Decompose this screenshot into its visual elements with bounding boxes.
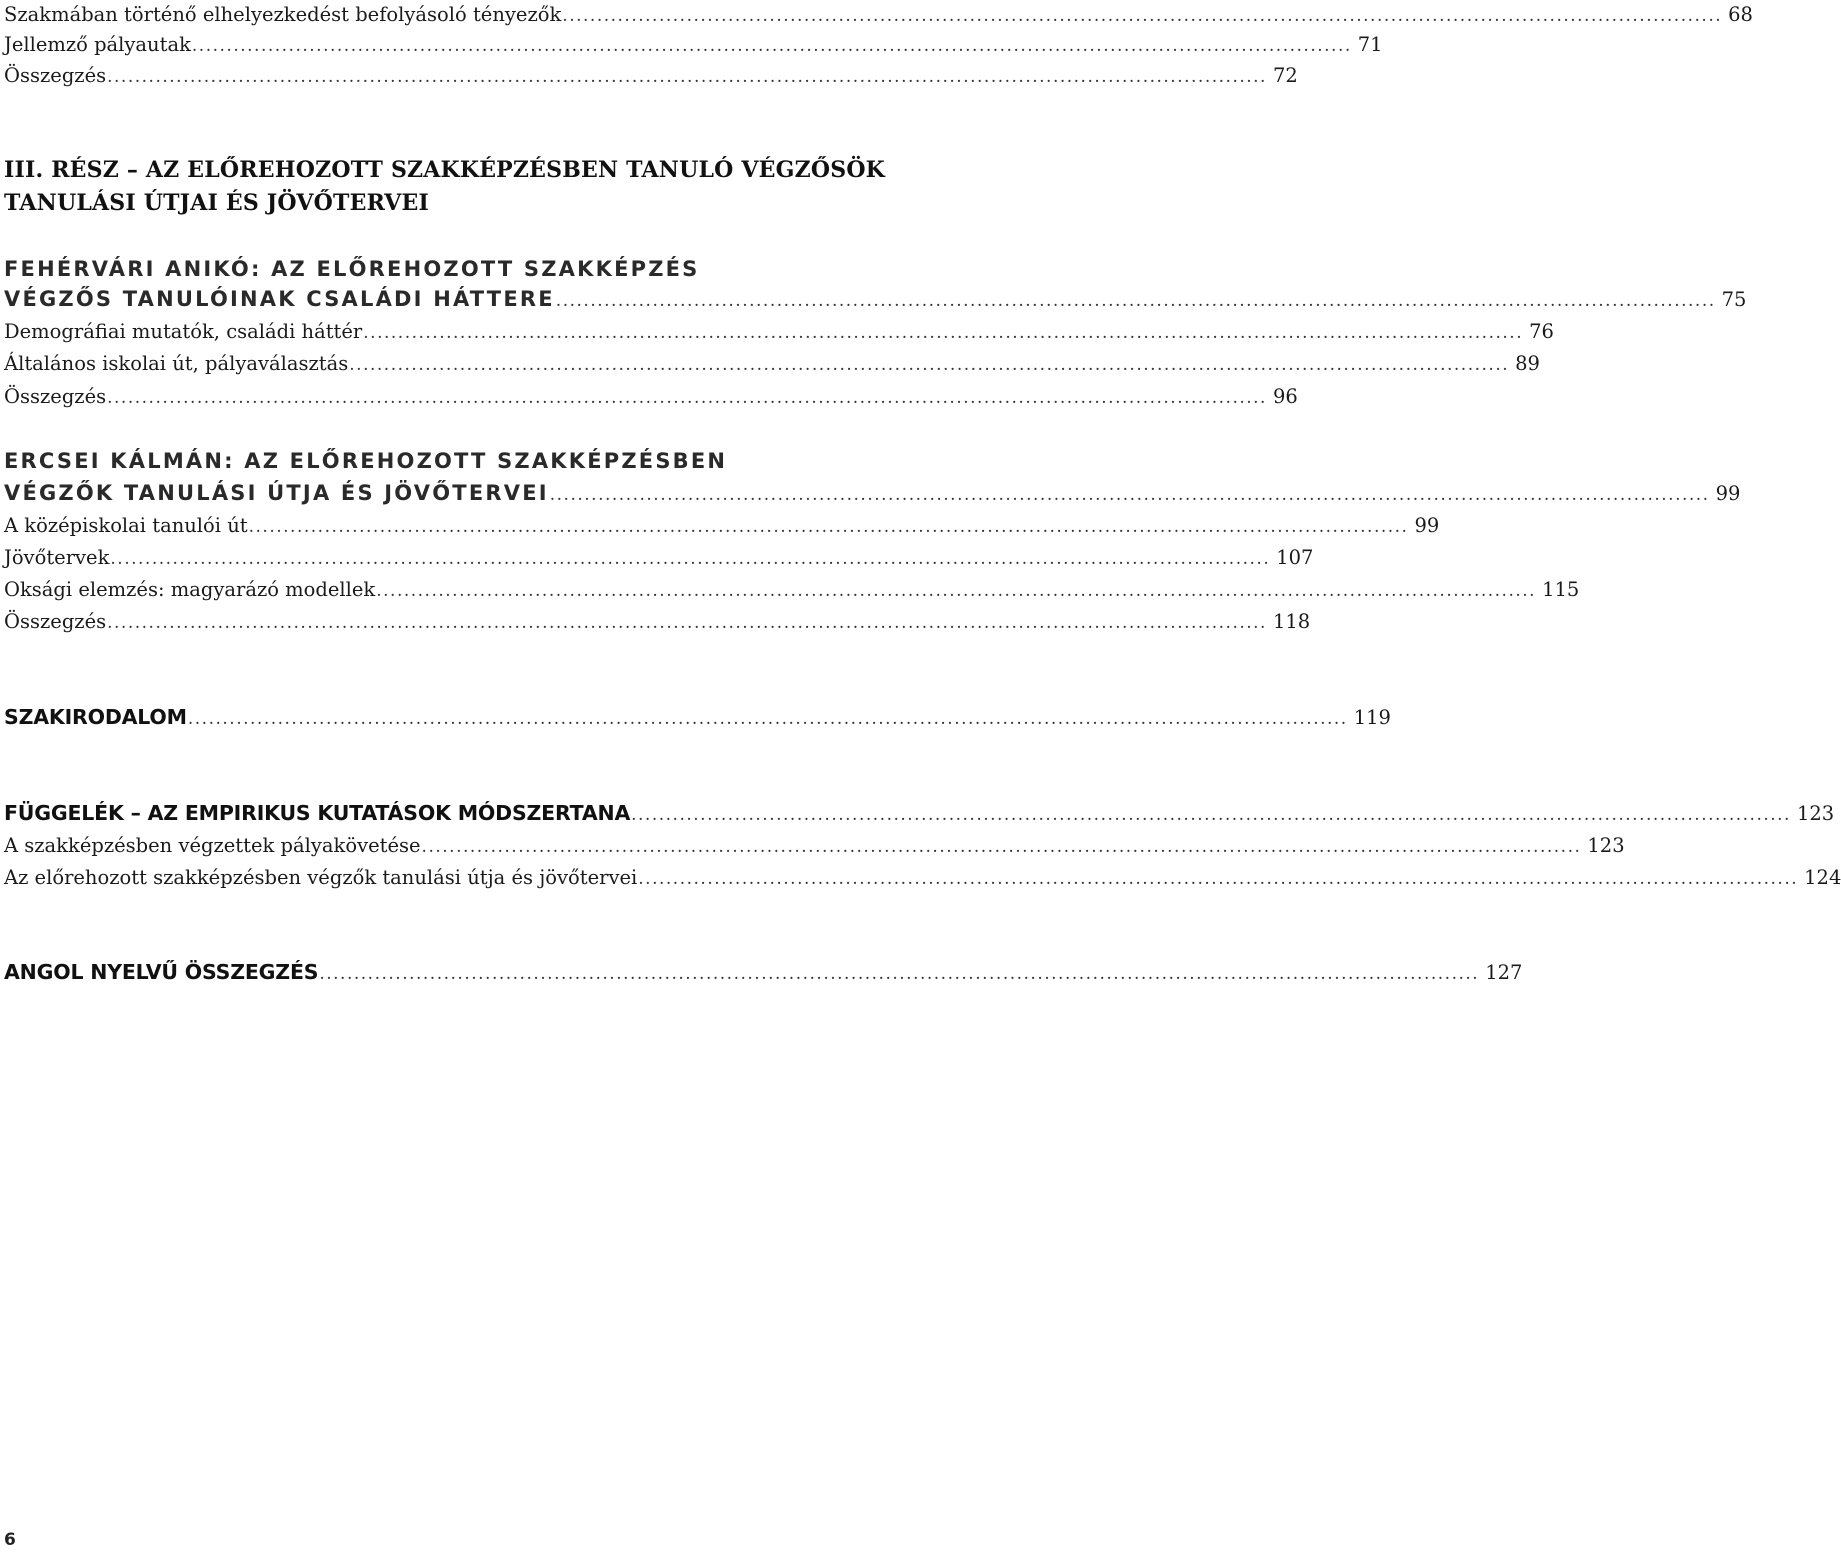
toc-entry-page: 107 (1276, 546, 1314, 569)
english-summary-title: ANGOL NYELVŰ ÖSSZEGZÉS (4, 960, 319, 984)
bibliography-title: SZAKIRODALOM (4, 705, 187, 729)
dot-leader: ........................................................................................................................................................................ (319, 964, 1480, 984)
toc-appendix[interactable] (4, 798, 1835, 830)
chapter-page: 75 (1721, 288, 1747, 311)
dot-leader: ........................................................................................................................................................................ (187, 709, 1348, 729)
toc-english-summary[interactable] (4, 957, 1523, 989)
part-heading-line1: III. RÉSZ – AZ ELŐREHOZOTT SZAKKÉPZÉSBEN TANULÓ VÉGZŐSÖK (4, 157, 886, 183)
toc-entry-title: Összegzés (4, 64, 107, 87)
toc-entry[interactable] (4, 510, 1440, 542)
dot-leader: ........................................................................................................................................................................ (191, 36, 1352, 56)
dot-leader: ........................................................................................................................................................................ (631, 805, 1791, 825)
toc-entry-title: Jövőtervek (4, 546, 110, 569)
dot-leader: ........................................................................................................................................................................ (549, 485, 1710, 505)
dot-leader: ........................................................................................................................................................................ (638, 869, 1799, 889)
page-number: 6 (4, 1530, 16, 1550)
english-summary-page: 127 (1485, 961, 1523, 984)
toc-entry[interactable] (4, 381, 1298, 413)
toc-entry[interactable] (4, 316, 1554, 348)
toc-entry-page: 89 (1515, 352, 1540, 375)
chapter-heading-line1: FEHÉRVÁRI ANIKÓ: AZ ELŐREHOZOTT SZAKKÉPZÉS (4, 257, 700, 281)
toc-entry[interactable] (4, 0, 1753, 31)
toc-entry-title: A középiskolai tanulói út (4, 514, 248, 537)
toc-entry-title: Az előrehozott szakképzésben végzők tanulási útja és jövőtervei (4, 866, 638, 889)
toc-entry-page: 68 (1728, 3, 1753, 26)
toc-entry[interactable] (4, 862, 1841, 894)
toc-entry-title: Szakmában történő elhelyezkedést befolyásoló tényezők (4, 3, 562, 26)
toc-entry[interactable] (4, 606, 1311, 638)
toc-entry-page: 72 (1272, 64, 1298, 87)
part-heading-line2: TANULÁSI ÚTJAI ÉS JÖVŐTERVEI (4, 190, 429, 216)
dot-leader: ........................................................................................................................................................................ (248, 517, 1409, 537)
toc-entry-page: 124 (1804, 866, 1841, 889)
dot-leader: ........................................................................................................................................................................ (107, 613, 1267, 633)
dot-leader: ........................................................................................................................................................................ (349, 355, 1510, 375)
chapter-heading-line2[interactable] (4, 284, 1747, 316)
dot-leader: ........................................................................................................................................................................ (107, 67, 1267, 87)
toc-entry-title: Demográfiai mutatók, családi háttér (4, 320, 363, 343)
toc-entry[interactable] (4, 542, 1314, 574)
dot-leader: ........................................................................................................................................................................ (110, 549, 1271, 569)
toc-entry-title: Összegzés (4, 610, 107, 633)
toc-entry-page: 96 (1272, 385, 1298, 408)
toc-entry-title: Általános iskolai út, pályaválasztás (4, 352, 349, 375)
bibliography-page: 119 (1353, 706, 1391, 729)
chapter-heading-line2[interactable] (4, 478, 1741, 510)
toc-entry-page: 118 (1272, 610, 1311, 633)
dot-leader: ........................................................................................................................................................................ (421, 837, 1582, 857)
toc-entry-page: 99 (1414, 514, 1440, 537)
dot-leader: ........................................................................................................................................................................ (562, 6, 1723, 26)
appendix-title: FÜGGELÉK – AZ EMPIRIKUS KUTATÁSOK MÓDSZERTANA (4, 801, 631, 825)
appendix-page: 123 (1796, 802, 1835, 825)
dot-leader: ........................................................................................................................................................................ (376, 581, 1537, 601)
dot-leader: ........................................................................................................................................................................ (555, 291, 1716, 311)
toc-entry-title: Összegzés (4, 385, 107, 408)
chapter-page: 99 (1715, 482, 1741, 505)
toc-entry-title: A szakképzésben végzettek pályakövetése (4, 834, 421, 857)
toc-bibliography[interactable] (4, 702, 1391, 734)
toc-entry[interactable] (4, 348, 1540, 380)
toc-entry-page: 71 (1357, 33, 1383, 56)
toc-entry-page: 123 (1587, 834, 1625, 857)
toc-entry[interactable] (4, 60, 1298, 92)
toc-entry-title: Jellemző pályautak (4, 33, 191, 56)
toc-entry-page: 76 (1529, 320, 1554, 343)
chapter-title: VÉGZŐS TANULÓINAK CSALÁDI HÁTTERE (4, 287, 555, 311)
dot-leader: ........................................................................................................................................................................ (107, 388, 1267, 408)
dot-leader: ........................................................................................................................................................................ (363, 323, 1524, 343)
chapter-title: VÉGZŐK TANULÁSI ÚTJA ÉS JÖVŐTERVEI (4, 481, 549, 505)
toc-entry[interactable] (4, 574, 1580, 606)
toc-entry[interactable] (4, 29, 1383, 61)
toc-entry-page: 115 (1542, 578, 1580, 601)
chapter-heading-line1: ERCSEI KÁLMÁN: AZ ELŐREHOZOTT SZAKKÉPZÉSBEN (4, 449, 728, 473)
toc-entry-title: Oksági elemzés: magyarázó modellek (4, 578, 376, 601)
toc-entry[interactable] (4, 830, 1625, 862)
